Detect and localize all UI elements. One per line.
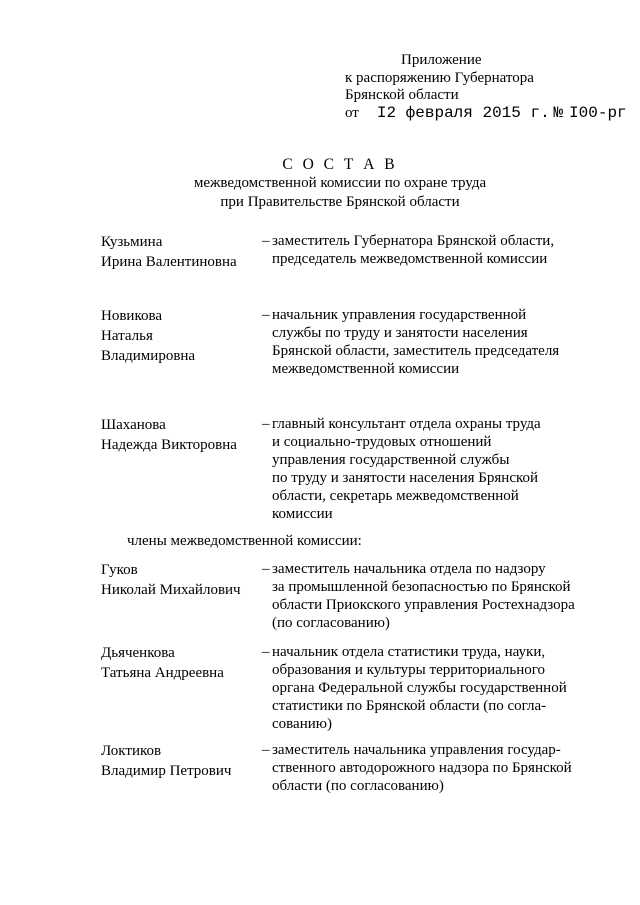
dash: – [262, 561, 270, 577]
person-name: Гуков Николай Михайлович [101, 562, 241, 598]
decree-date: I2 февраля 2015 г. [376, 103, 550, 122]
person-name: Новикова Наталья Владимировна [101, 308, 196, 364]
person-name: Дьяченкова Татьяна Андреевна [101, 645, 224, 681]
title-heading: С О С Т А В [282, 156, 398, 173]
person-position: главный консультант отдела охраны труда и социально-трудовых отношений управления государственной службы по труду и занятости населения Брянской области, секретарь межведомственной комиссии [272, 416, 541, 522]
person-name: Шаханова Надежда Викторовна [101, 417, 237, 453]
title-line: при Правительстве Брянской области [220, 194, 460, 210]
dash: – [262, 416, 270, 432]
decree-number: I00-рг [569, 103, 627, 122]
dash: – [262, 644, 270, 660]
document-title [0, 155, 640, 212]
person-position: начальник управления государственной службы по труду и занятости населения Брянской области, заместитель председателя межведомственной комиссии [272, 307, 560, 377]
person-position: заместитель начальника отдела по надзору за промышленной безопасностью по Брянской области Приокского управления Ростехнадзора (по согласованию) [272, 561, 575, 631]
dash: – [262, 233, 270, 249]
appendix-block [345, 52, 627, 122]
person-position: заместитель Губернатора Брянской области, председатель межведомственной комиссии [272, 233, 555, 267]
person-name: Кузьмина Ирина Валентиновна [101, 234, 237, 270]
appendix-title: Приложение [401, 52, 482, 68]
person-name: Локтиков Владимир Петрович [101, 743, 232, 779]
title-line: межведомственной комиссии по охране труда [193, 175, 487, 191]
decree-date-line [345, 105, 627, 123]
person-position: начальник отдела статистики труда, науки, образования и культуры территориального органа Федеральной службы государственной статистики по Брянской области (по согла- сованию) [272, 644, 567, 732]
number-sign: № [553, 103, 564, 122]
appendix-line: Брянской области [345, 87, 459, 103]
members-heading: члены межведомственной комиссии: [127, 533, 362, 549]
dash: – [262, 307, 270, 323]
person-position: заместитель начальника управления государ- ственного автодорожного надзора по Брянской области (по согласованию) [272, 742, 572, 794]
dash: – [262, 742, 270, 758]
date-prefix: от [345, 104, 359, 121]
appendix-line: к распоряжению Губернатора [345, 69, 534, 86]
